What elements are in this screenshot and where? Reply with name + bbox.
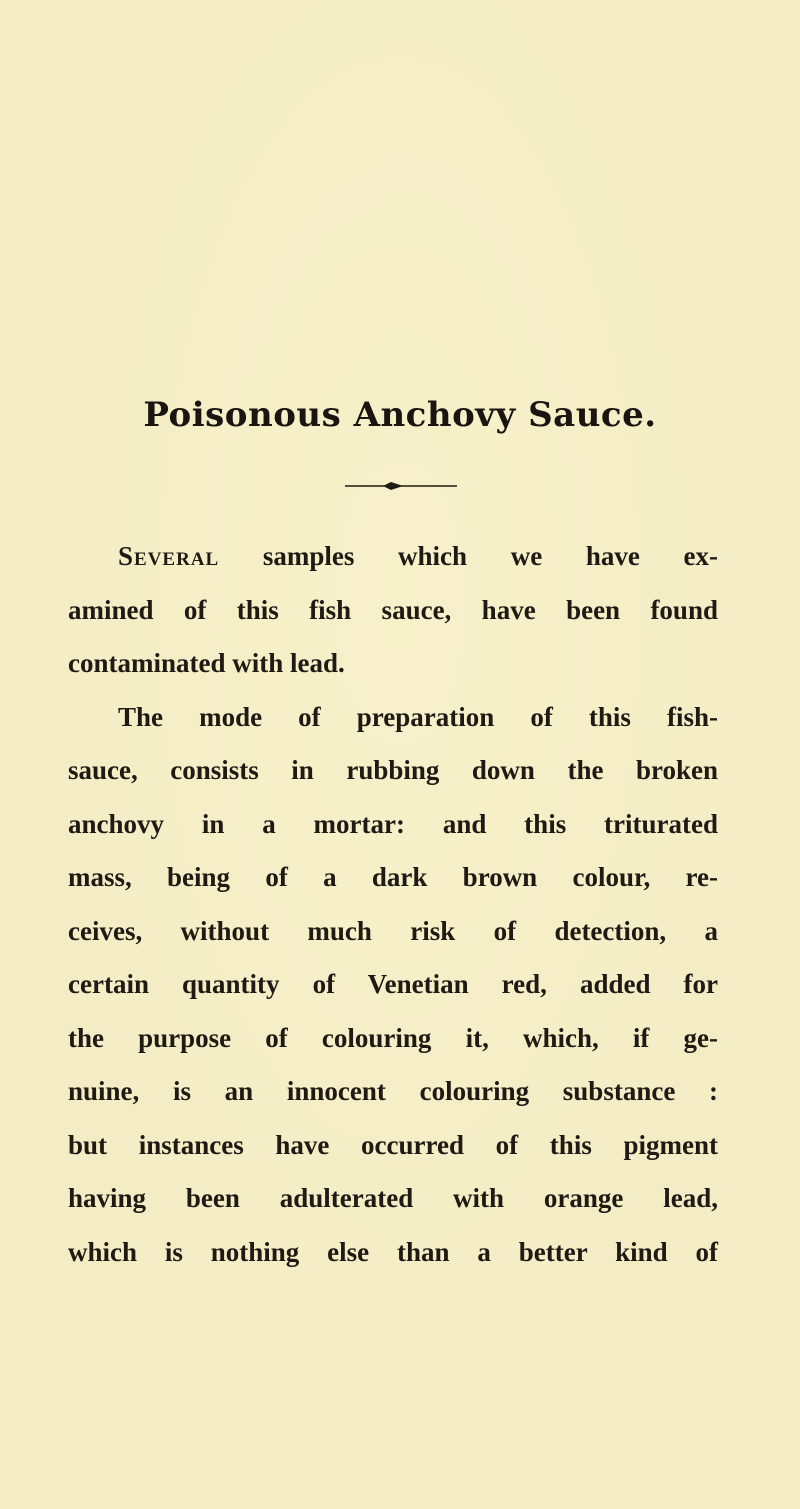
text-line: certain quantity of Venetian red, added for <box>68 969 718 999</box>
text-line: anchovy in a mortar: and this triturated <box>68 808 718 839</box>
text-line: contaminated with lead. <box>68 648 345 678</box>
text-line: Several samples which we have ex- <box>118 541 719 571</box>
lead-word: Several <box>118 541 220 571</box>
text-line: which is nothing else than a better kind of <box>68 1236 718 1267</box>
text-line: having been adulterated with orange lead, <box>68 1183 718 1213</box>
text-line: sauce, consists in rubbing down the broken <box>68 755 718 785</box>
text-line: ceives, without much risk of detection, a <box>68 915 718 946</box>
body-text <box>68 530 718 1279</box>
text-line: The mode of preparation of this fish- <box>118 701 718 732</box>
text-line: but instances have occurred of this pigment <box>68 1129 718 1160</box>
text-line: the purpose of colouring it, which, if ge- <box>68 1022 718 1053</box>
text-line: mass, being of a dark brown colour, re- <box>68 862 718 892</box>
page-title: Poisonous Anchovy Sauce. <box>143 395 657 435</box>
text-line: nuine, is an innocent colouring substance : <box>68 1076 718 1106</box>
text-line: amined of this fish sauce, have been found <box>68 594 718 625</box>
ornamental-divider <box>345 480 457 492</box>
